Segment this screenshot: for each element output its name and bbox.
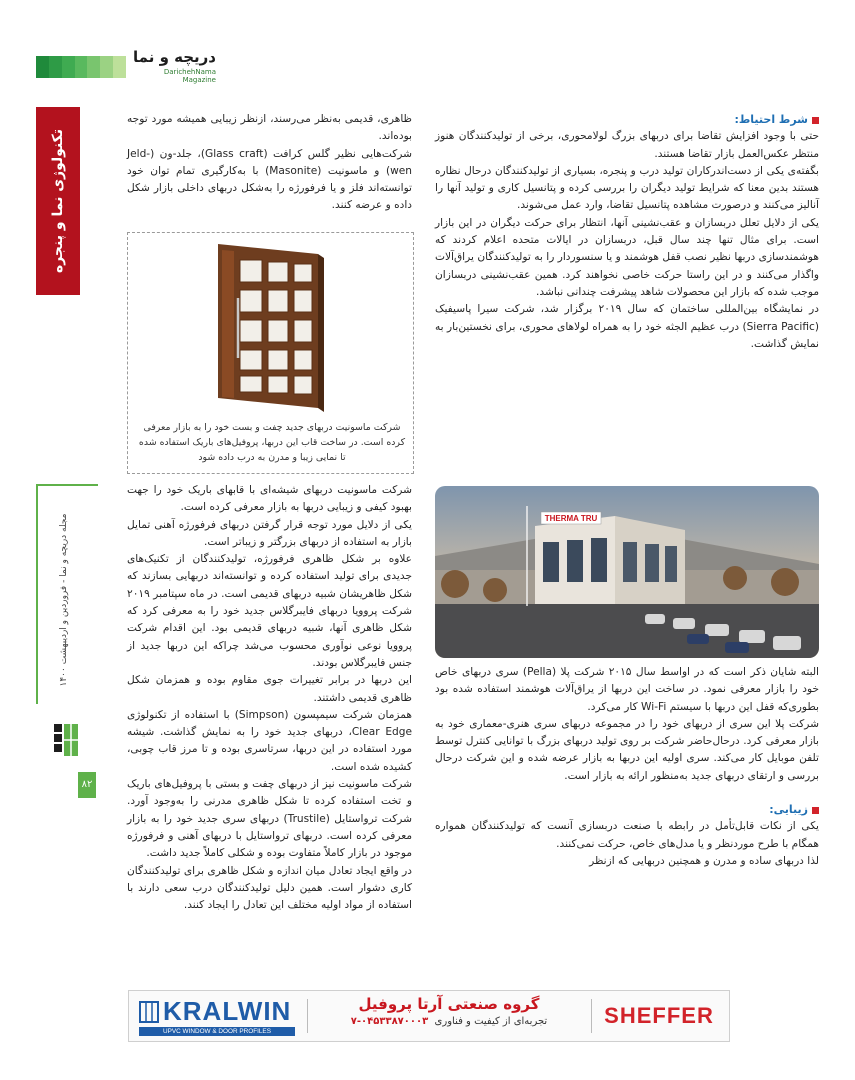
figure-caption: شرکت ماسونیت دربهای جدید چفت و بست خود را به بازار معرفی کرده است. در ساخت قاب این دربها، پروفیل‌های باریک استفاده شده تا نمایی زیبا و مدرن به درب داده شود (138, 422, 406, 463)
paragraph: در واقع ایجاد تعادل میان اندازه و شکل ظاهری برای تولیدکنندگان کاری دشوار است. همین دلیل تولیدکنندگان درب سعی دارند با استفاده از مواد اولیه مختلف این تعادل را ایجاد کنند. (127, 864, 412, 912)
kralwin-logo (139, 997, 295, 1035)
left-column-bottom (127, 482, 412, 914)
heading-caution: شرط احتیاط: (435, 111, 819, 128)
paragraph: در نمایشگاه بین‌المللی ساختمان که سال ۲۰۱۹ برگزار شد، شرکت سیرا پاسیفیک (Sierra Pacific) درب عظیم الجثه خود را به همراه لولاهای محوری، برای نخستین‌بار به نمایش گذاشت. (435, 303, 819, 350)
paragraph: یکی از دلایل تعلل دربسازان و عقب‌نشینی آنها، انتظار برای حرکت دیگران در این بازار است. برای مثال تنها چند سال قبل، دربسازان در ایالات متحده اعلام کردند که هوشمندسازی دربها نظیر نصب قفل هوشمند و یا سنسوردار را به تولیدکنندگان یراق‌آلات واگذار می‌کنند و در این راستا حرکت خاصی نخواهند کرد. همین عقب‌نشینی دربسازان موجب شده که بازار این محصولات شاهد پیشرفت چندانی نباشد. (435, 216, 819, 298)
paragraph: شرکت ماسونیت نیز از دربهای چفت و بستی با پروفیل‌های باریک و تخت استفاده کرده تا شکل ظاهری مدرنی را به‌وجود آورد. شرکت ترواستایل (Trustile) دربهای سری جدید خود را به بازار معرفی کرده است. دربهای ترواستایل با دربهای آهنی و فرفورژه موجود در بازار کاملاً متفاوت بوده و شکلی کاملاً جدید داشت. (127, 778, 412, 860)
section-tab (36, 107, 80, 295)
paragraph: بگفته‌ی یکی از دست‌اندرکاران تولید درب و پنجره، بسیاری از تولیدکنندگان درحال نظاره هستند بدین معنا که شرایط تولید دیگران را بررسی کرده و پتانسیل کاری و تولید آنها را آنالیز می‌کنند و درصورت مشاهده پتانسیل تقاضا، وارد عمل می‌شوند. (435, 164, 819, 212)
window-grid-icon (139, 1001, 159, 1023)
right-column-top (435, 111, 819, 353)
kralwin-brand: KRALWIN (163, 996, 292, 1026)
paragraph: حتی با وجود افزایش تقاضا برای دربهای بزرگ لولامحوری، برخی از تولیدکنندگان هنوز منتظر عکس‌العمل بازار تقاضا هستند. (435, 130, 819, 160)
ad-phone-tagline: تجربه‌ای از کیفیت و فناوری ۰۴۵۳۳۸۷۰۰۰۳-۷ (350, 1016, 548, 1027)
paragraph: شرکت پلا این سری از دربهای خود را در مجموعه دربهای سری هنری-معماری خود به بازار معرفی کرد. درحال‌حاضر شرکت بر روی تولید دربهای بزرگ با توانایی کنترل توسط تلفن موبایل کار می‌کند. سری اولیه این دربها به بازار عرضه شده و این شرکت درحال بررسی و ارتقای دربهای جدید به‌منظور ارائه به بازار است. (435, 717, 819, 782)
issue-info: مجله دریچه و نما - فروردین و اردیبهشت ۱۴۰۰ (59, 513, 69, 687)
ad-title: گروه صنعتی آرتا پروفیل (358, 995, 540, 1013)
paragraph: این دربها در برابر تغییرات جوی مقاوم بوده و همزمان شکل ظاهری قدیمی داشتند. (127, 674, 412, 704)
advertisement-banner[interactable] (128, 990, 730, 1042)
paragraph: البته شایان ذکر است که در اواسط سال ۲۰۱۵ شرکت پلا (Pella) سری دربهای خاص خود را بازار معرفی نمود. در ساخت این دربها از یراق‌آلات هوشمند استفاده شده بود بطوری‌که قفل این دربها با سیستم Wi-Fi کار می‌کرد. (435, 666, 819, 713)
door-illustration (200, 238, 340, 416)
sidebar-divider (36, 484, 38, 704)
magazine-logo (130, 48, 216, 84)
window-icon (52, 720, 80, 760)
sidebar-divider-top (36, 484, 98, 486)
paragraph: همزمان شرکت سیمپسون (Simpson) با استفاده از تکنولوژی Clear Edge، دربهای جدید خود را به نمایش گذاشت. شیشه مورد استفاده در این دربها، سرتاسری بوده و تا مرز قاب چوبی، کشیده شده است. (127, 708, 412, 773)
building-sign: THERMA TRU (544, 514, 598, 523)
ad-company-info (319, 993, 579, 1029)
left-column-top (127, 111, 412, 215)
logo-text-en: DarichehNama Magazine (163, 68, 216, 84)
building-photo (435, 486, 819, 658)
paragraph: لذا دربهای ساده و مدرن و همچنین دربهایی که ازنظر (589, 854, 819, 867)
paragraph: شرکت ماسونیت دربهای شیشه‌ای با قابهای باریک خود را جهت بهبود کیفی و زیبایی دربها به بازار معرفی کرده است. (127, 484, 412, 514)
paragraph: یکی از نکات قابل‌تأمل در رابطه با صنعت دربسازی آنست که تولیدکنندگان همواره همگام با طرح موردنظر و یا مدل‌های خاص، حرکت نمی‌کنند. (435, 820, 819, 850)
paragraph: یکی از دلایل مورد توجه قرار گرفتن دربهای فرفورژه آهنی تمایل بازار به استفاده از دربهای بزرگتر و زیباتر است. (127, 518, 412, 548)
paragraph: ظاهری، قدیمی به‌نظر می‌رسند، ازنظر زیبایی همیشه مورد توجه بوده‌اند. (127, 113, 412, 143)
page-number: ۸۲ (78, 772, 96, 798)
paragraph: علاوه بر شکل ظاهری فرفورژه، تولیدکنندگان از تکنیک‌های جدیدی برای تولید استفاده کرده و توانسته‌اند دربهایی بسازند که شکل ظاهریشان شبیه دربهای قدیمی است. در ماه سپتامبر ۲۰۱۹ شرکت پروویا دربهای فایبرگلاس جدید خود را به معرفی کرد که شکل ظاهری آنها، شبیه دربهای قدیمی بود. این اقدام شرکت پروویا نوعی نوآوری محسوب می‌شد چراکه این دربها جدید از جنس فایبرگلاس بودند. (127, 553, 412, 669)
kralwin-subtitle: UPVC WINDOW & DOOR PROFILES (139, 1027, 295, 1036)
sheffer-logo: SHEFFER (604, 1003, 714, 1028)
ad-separator (591, 999, 592, 1033)
header-color-bar (36, 56, 126, 78)
bullet-square-icon (812, 117, 819, 124)
paragraph: شرکت‌هایی نظیر گلس کرافت (Glass craft)، جلد-ون (Jeld-wen) و ماسونیت (Masonite) با به‌کارگیری تمام توان خود توانسته‌اند فلز و یا فرفورژه را به‌شکل دربهای داخلی بازار شکل داده و عرضه کنند. (127, 147, 413, 212)
logo-text-fa: دریچه و نما (133, 48, 216, 66)
bullet-square-icon (812, 807, 819, 814)
right-column-bottom (435, 664, 819, 870)
heading-beauty: زیبایی: (435, 801, 819, 818)
section-title: تکنولوژی نما و پنجره (50, 128, 66, 274)
ad-separator (307, 999, 308, 1033)
